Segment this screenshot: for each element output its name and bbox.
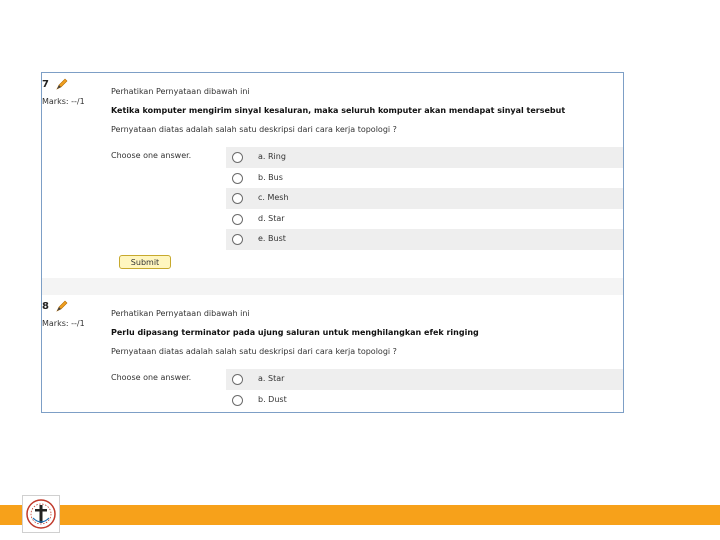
radio-button[interactable] bbox=[232, 173, 243, 184]
answer-option-b[interactable] bbox=[226, 390, 623, 411]
question-statement: Ketika komputer mengirim sinyal kesaluran, maka seluruh komputer akan mendapat sinyal tersebut bbox=[111, 106, 566, 115]
marks-label: Marks: --/1 bbox=[42, 319, 85, 328]
question-number: 7 bbox=[42, 79, 49, 90]
answer-list bbox=[226, 147, 623, 250]
question-8 bbox=[42, 295, 623, 412]
question-separator bbox=[42, 278, 623, 295]
choose-label: Choose one answer. bbox=[111, 373, 192, 382]
radio-button[interactable] bbox=[232, 374, 243, 385]
answer-label: b. Bus bbox=[258, 172, 283, 182]
question-number: 8 bbox=[42, 301, 49, 312]
question-statement: Perlu dipasang terminator pada ujung saluran untuk menghilangkan efek ringing bbox=[111, 328, 479, 337]
choose-label: Choose one answer. bbox=[111, 151, 192, 160]
question-7 bbox=[42, 73, 623, 278]
answer-option-c[interactable] bbox=[226, 188, 623, 209]
quiz-frame bbox=[41, 72, 624, 413]
answer-label: d. Star bbox=[258, 213, 285, 223]
radio-button[interactable] bbox=[232, 193, 243, 204]
question-intro: Perhatikan Pernyataan dibawah ini bbox=[111, 87, 250, 96]
answer-label: c. Mesh bbox=[258, 193, 289, 202]
radio-button[interactable] bbox=[232, 234, 243, 245]
pencil-icon[interactable] bbox=[54, 77, 68, 91]
question-description: Pernyataan diatas adalah salah satu deskripsi dari cara kerja topologi ? bbox=[111, 347, 397, 356]
pencil-icon[interactable] bbox=[54, 299, 68, 313]
question-intro: Perhatikan Pernyataan dibawah ini bbox=[111, 309, 250, 318]
marks-label: Marks: --/1 bbox=[42, 97, 85, 106]
answer-option-a[interactable] bbox=[226, 147, 623, 168]
answer-option-b[interactable] bbox=[226, 168, 623, 189]
answer-label: a. Ring bbox=[258, 152, 286, 161]
answer-label: a. Star bbox=[258, 374, 285, 383]
question-description: Pernyataan diatas adalah salah satu deskripsi dari cara kerja topologi ? bbox=[111, 125, 397, 134]
footer-accent-bar bbox=[0, 505, 720, 525]
radio-button[interactable] bbox=[232, 395, 243, 406]
radio-button[interactable] bbox=[232, 152, 243, 163]
answer-option-a[interactable] bbox=[226, 369, 623, 390]
answer-list bbox=[226, 369, 623, 410]
answer-option-e[interactable] bbox=[226, 229, 623, 250]
answer-option-d[interactable] bbox=[226, 209, 623, 230]
answer-label: e. Bust bbox=[258, 234, 286, 243]
radio-button[interactable] bbox=[232, 214, 243, 225]
answer-label: b. Dust bbox=[258, 394, 287, 404]
logo-icon bbox=[22, 495, 60, 533]
submit-button[interactable]: Submit bbox=[119, 255, 171, 269]
